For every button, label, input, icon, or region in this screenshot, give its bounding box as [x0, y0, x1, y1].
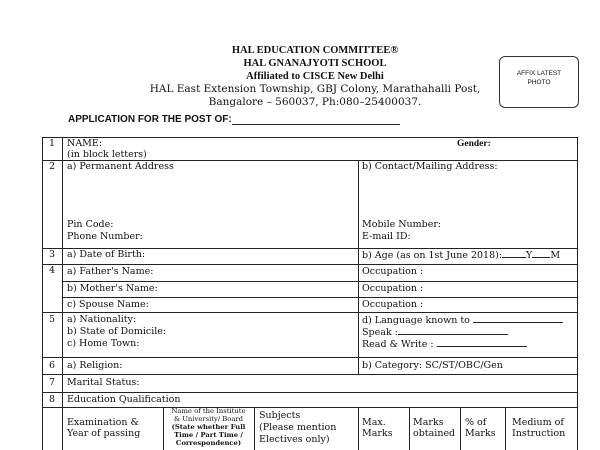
- post-input-line[interactable]: [232, 115, 400, 125]
- permanent-address-label: a) Permanent Address: [67, 161, 174, 172]
- grid-line: [254, 407, 255, 450]
- edu-col-obtained: Marks: [413, 417, 444, 428]
- row-number-6: 6: [48, 360, 56, 371]
- edu-col-institute-line5: Correspondence): [175, 439, 242, 447]
- grid-line: [62, 281, 578, 282]
- grid-line: [42, 407, 578, 408]
- application-form: [42, 137, 578, 450]
- school-name: HAL GNANAJYOTI SCHOOL: [243, 58, 387, 69]
- read-write-label: Read & Write :: [362, 339, 434, 350]
- father-name-label: a) Father's Name:: [67, 266, 154, 277]
- mobile-number-label: Mobile Number:: [362, 219, 442, 230]
- grid-line: [62, 297, 578, 298]
- grid-line: [358, 407, 359, 450]
- edu-col-institute-line4: Time / Part Time /: [174, 431, 243, 439]
- gender-label: Gender:: [457, 139, 491, 149]
- edu-col-subjects: Subjects: [259, 410, 301, 421]
- row-number-8: 8: [48, 394, 56, 405]
- marital-status-label: Marital Status:: [67, 377, 140, 388]
- row-number-3: 3: [48, 249, 56, 260]
- nationality-label: a) Nationality:: [67, 314, 137, 325]
- grid-line: [460, 407, 461, 450]
- edu-col-medium-2: Instruction: [512, 428, 566, 439]
- hometown-label: c) Home Town:: [67, 338, 140, 349]
- age-field: [362, 249, 560, 262]
- age-month-unit: M: [550, 250, 561, 261]
- grid-line: [409, 407, 410, 450]
- grid-line: [42, 357, 578, 358]
- row-number-1: 1: [48, 138, 56, 149]
- edu-col-percent-2: Marks: [465, 428, 496, 439]
- age-year-unit: Y: [526, 250, 533, 261]
- address-line-1: HAL East Extension Township, GBJ Colony, Marathahalli Post,: [149, 83, 481, 95]
- grid-line: [42, 374, 578, 375]
- age-months-input[interactable]: [532, 249, 550, 258]
- row-number-7: 7: [48, 377, 56, 388]
- edu-col-percent: % of: [465, 417, 487, 428]
- grid-line: [42, 137, 578, 138]
- contact-address-label: b) Contact/Mailing Address:: [362, 161, 498, 172]
- grid-line: [62, 137, 63, 450]
- affiliation: Affiliated to CISCE New Delhi: [246, 71, 384, 82]
- grid-line: [42, 312, 578, 313]
- spouse-occupation-label: Occupation :: [362, 299, 424, 310]
- school-header: [110, 44, 520, 109]
- grid-line: [358, 160, 359, 374]
- row-number-2: 2: [48, 161, 56, 172]
- photo-box-line2: PHOTO: [527, 79, 551, 86]
- grid-line: [505, 407, 506, 450]
- edu-col-max: Max.: [362, 417, 386, 428]
- edu-col-institute: [163, 407, 254, 447]
- education-label: Education Qualification: [67, 394, 181, 405]
- father-occupation-label: Occupation :: [362, 266, 424, 277]
- age-label: b) Age (as on 1st June 2018):: [362, 250, 503, 261]
- edu-col-institute-line1: Name of the Institute: [171, 407, 246, 415]
- domicile-label: b) State of Domicile:: [67, 326, 167, 337]
- post-applied: [68, 114, 400, 125]
- edu-col-institute-line3: (State whether Full: [171, 423, 246, 431]
- speak-input[interactable]: [398, 326, 508, 335]
- edu-col-exam-year: Year of passing: [67, 428, 141, 439]
- email-label: E-mail ID:: [362, 231, 411, 242]
- post-label: APPLICATION FOR THE POST OF:: [68, 114, 232, 125]
- edu-col-subjects-note1: (Please mention: [259, 422, 337, 433]
- edu-col-max-marks: Marks: [362, 428, 393, 439]
- language-known-label: d) Language known to: [362, 315, 470, 326]
- edu-col-subjects-note2: Electives only): [259, 434, 330, 445]
- name-label: NAME:: [67, 138, 103, 149]
- grid-line: [42, 392, 578, 393]
- category-label: b) Category: SC/ST/OBC/Gen: [362, 360, 503, 371]
- committee-name: HAL EDUCATION COMMITTEE®: [231, 45, 399, 56]
- dob-label: a) Date of Birth:: [67, 249, 146, 260]
- grid-line: [42, 264, 578, 265]
- spouse-name-label: c) Spouse Name:: [67, 299, 149, 310]
- phone-number-label: Phone Number:: [67, 231, 143, 242]
- photo-box-line1: AFFIX LATEST: [516, 70, 562, 77]
- age-years-input[interactable]: [502, 249, 526, 258]
- grid-line: [577, 137, 578, 450]
- religion-label: a) Religion:: [67, 360, 123, 371]
- photo-box[interactable]: [499, 56, 579, 108]
- edu-col-obtained-2: obtained: [413, 428, 456, 439]
- grid-line: [42, 137, 43, 450]
- language-known-input[interactable]: [473, 314, 563, 323]
- row-number-5: 5: [48, 314, 56, 325]
- edu-col-exam: Examination &: [67, 417, 139, 428]
- row-number-4: 4: [48, 265, 56, 276]
- read-write-field: [362, 338, 527, 351]
- address-line-2: Bangalore – 560037, Ph:080–25400037.: [208, 96, 422, 108]
- mother-name-label: b) Mother's Name:: [67, 283, 158, 294]
- read-write-input[interactable]: [437, 338, 527, 347]
- name-sublabel: (in block letters): [67, 149, 147, 160]
- mother-occupation-label: Occupation :: [362, 283, 424, 294]
- speak-label: Speak :: [362, 327, 398, 338]
- edu-col-medium: Medium of: [512, 417, 564, 428]
- edu-col-institute-line2: & University/ Board: [173, 415, 244, 423]
- pin-code-label: Pin Code:: [67, 219, 114, 230]
